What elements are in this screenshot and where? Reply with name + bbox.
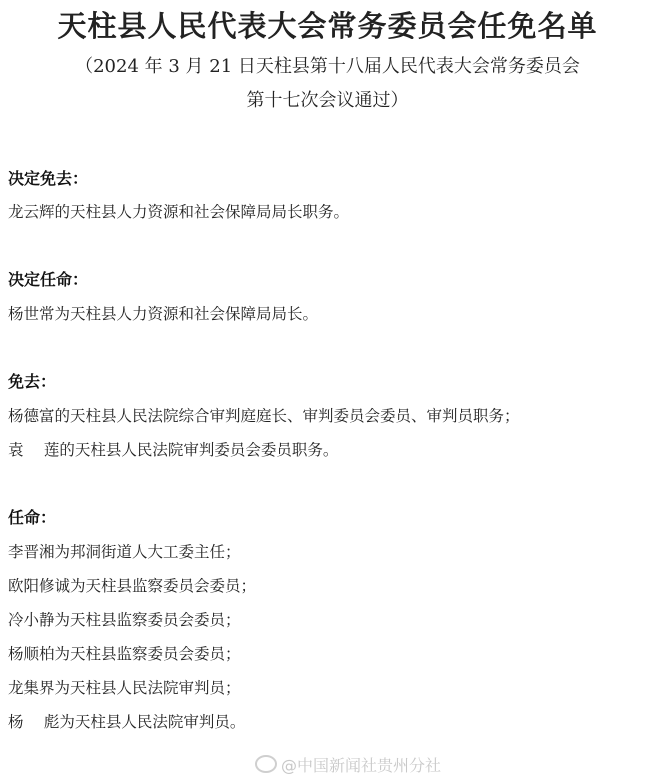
- document-title: 天柱县人民代表大会常务委员会任免名单: [57, 9, 598, 43]
- list-item: 杨世常为天柱县人力资源和社会保障局局长。: [8, 305, 319, 323]
- meeting-note-line2: 第十七次会议通过）: [246, 90, 409, 111]
- weibo-icon: [255, 755, 277, 773]
- section-heading-appoint: 任命：: [8, 508, 57, 527]
- list-item: 杨 彪为天柱县人民法院审判员。: [8, 713, 246, 731]
- list-item: 龙云辉的天柱县人力资源和社会保障局局长职务。: [8, 203, 350, 221]
- list-item: 冷小静为天柱县监察委员会委员；: [8, 611, 241, 629]
- list-item: 龙集界为天柱县人民法院审判员；: [8, 679, 241, 697]
- watermark: [255, 755, 441, 777]
- list-item: 杨顺柏为天柱县监察委员会委员；: [8, 645, 241, 663]
- list-item: 欧阳修诚为天柱县监察委员会委员；: [8, 577, 257, 595]
- section-heading-decide-remove: 决定免去：: [8, 169, 89, 188]
- watermark-text: @中国新闻社贵州分社: [281, 756, 442, 775]
- list-item: 袁 莲的天柱县人民法院审判委员会委员职务。: [8, 441, 339, 459]
- section-heading-remove: 免去：: [8, 372, 57, 391]
- list-item: 李晋湘为邦洞街道人大工委主任；: [8, 543, 241, 561]
- meeting-note-line1: （2024 年 3 月 21 日天柱县第十八届人民代表大会常务委员会: [75, 56, 580, 77]
- list-item: 杨德富的天柱县人民法院综合审判庭庭长、审判委员会委员、审判员职务；: [8, 407, 520, 425]
- section-heading-decide-appoint: 决定任命：: [8, 270, 89, 289]
